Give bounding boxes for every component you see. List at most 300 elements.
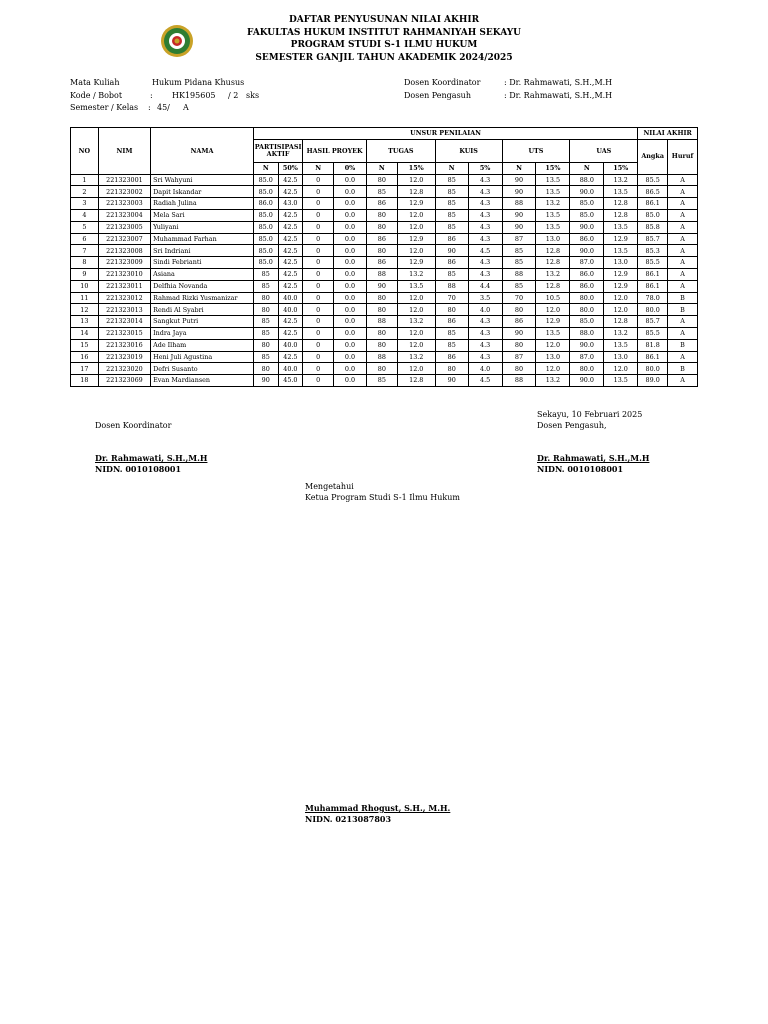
- mata-kuliah-value: Hukum Pidana Khusus: [152, 78, 245, 87]
- table-cell: 4.3: [468, 221, 502, 233]
- sub-header-cell: N: [435, 162, 468, 174]
- table-row: [71, 292, 698, 304]
- table-cell: 15: [71, 339, 99, 351]
- center-signature-block: [305, 803, 450, 825]
- student-name-cell: Muhammad Farhan: [151, 233, 254, 245]
- table-cell: 85.5: [638, 327, 668, 339]
- table-cell: 85: [253, 280, 278, 292]
- table-cell: 4.3: [468, 257, 502, 269]
- sub-header-cell: N: [253, 162, 278, 174]
- table-cell: 0.0: [334, 245, 367, 257]
- table-cell: 80: [366, 209, 397, 221]
- table-cell: 221323020: [98, 363, 150, 375]
- table-cell: B: [668, 339, 698, 351]
- table-cell: 4.0: [468, 304, 502, 316]
- table-cell: 16: [71, 351, 99, 363]
- table-cell: 80: [366, 304, 397, 316]
- table-cell: 88: [502, 198, 536, 210]
- course-info-right: [404, 77, 612, 102]
- table-cell: 45.0: [278, 375, 303, 387]
- header-program: PROGRAM STUDI S-1 ILMU HUKUM: [290, 40, 478, 50]
- student-name-cell: Sri Indriani: [151, 245, 254, 257]
- table-cell: 0.0: [334, 174, 367, 186]
- table-cell: 85.0: [570, 316, 604, 328]
- header-uas: UAS: [570, 139, 638, 162]
- table-cell: 85.0: [253, 257, 278, 269]
- table-cell: 0: [303, 351, 334, 363]
- header-faculty: FAKULTAS HUKUM INSTITUT RAHMANIYAH SEKAYU: [246, 27, 522, 38]
- table-cell: 85.0: [638, 209, 668, 221]
- table-cell: 42.5: [278, 316, 303, 328]
- table-cell: 0.0: [334, 292, 367, 304]
- table-cell: A: [668, 268, 698, 280]
- table-cell: A: [668, 233, 698, 245]
- table-cell: 12.8: [536, 280, 570, 292]
- table-cell: 85.0: [253, 209, 278, 221]
- table-cell: 90: [502, 174, 536, 186]
- student-name-cell: Delfhia Novanda: [151, 280, 254, 292]
- table-cell: 90: [502, 327, 536, 339]
- table-cell: 80: [253, 304, 278, 316]
- table-cell: 12.0: [397, 304, 435, 316]
- table-cell: 80.0: [638, 304, 668, 316]
- table-row: [71, 304, 698, 316]
- header-nilai-akhir: NILAI AKHIR: [638, 128, 698, 140]
- table-cell: 13.2: [604, 174, 638, 186]
- table-cell: 85.0: [253, 233, 278, 245]
- table-cell: 80: [502, 339, 536, 351]
- table-cell: 221323008: [98, 245, 150, 257]
- table-cell: 10: [71, 280, 99, 292]
- table-cell: 80.0: [638, 363, 668, 375]
- table-cell: 80: [366, 221, 397, 233]
- table-cell: 85: [435, 174, 468, 186]
- student-name-cell: Sri Wahyuni: [151, 174, 254, 186]
- table-cell: 221323069: [98, 375, 150, 387]
- table-cell: 0: [303, 209, 334, 221]
- table-cell: 12.9: [536, 316, 570, 328]
- table-cell: 12.9: [604, 280, 638, 292]
- table-cell: 13.5: [604, 339, 638, 351]
- table-cell: 80: [366, 327, 397, 339]
- table-cell: 13.5: [536, 209, 570, 221]
- table-cell: 86: [502, 316, 536, 328]
- header-semester: SEMESTER GANJIL TAHUN AKADEMIK 2024/2025: [255, 52, 513, 63]
- header-unsur-penilaian: UNSUR PENILAIAN: [253, 128, 637, 140]
- table-row: [71, 351, 698, 363]
- table-cell: 80: [366, 292, 397, 304]
- table-cell: A: [668, 327, 698, 339]
- table-cell: 0: [303, 316, 334, 328]
- table-cell: 85.5: [638, 257, 668, 269]
- table-cell: 85: [366, 186, 397, 198]
- table-cell: 0.0: [334, 280, 367, 292]
- table-cell: 221323016: [98, 339, 150, 351]
- right-signature-nidn: NIDN. 0010108001: [537, 464, 624, 474]
- table-cell: 87: [502, 351, 536, 363]
- table-cell: 12.0: [397, 327, 435, 339]
- table-cell: 221323004: [98, 209, 150, 221]
- table-cell: 13.5: [536, 174, 570, 186]
- header-title: DAFTAR PENYUSUNAN NILAI AKHIR: [288, 15, 480, 25]
- table-cell: 80: [366, 339, 397, 351]
- left-signature-title: Dosen Koordinator: [95, 421, 172, 430]
- table-cell: 85: [435, 186, 468, 198]
- table-cell: 90: [502, 209, 536, 221]
- table-cell: 0: [303, 280, 334, 292]
- table-cell: 85: [253, 351, 278, 363]
- table-row: [71, 233, 698, 245]
- table-cell: 80.0: [570, 363, 604, 375]
- table-cell: 0: [303, 245, 334, 257]
- table-row: [71, 316, 698, 328]
- table-cell: 221323011: [98, 280, 150, 292]
- student-name-cell: Rendi Al Syabri: [151, 304, 254, 316]
- table-cell: 88: [435, 280, 468, 292]
- table-cell: 13.2: [536, 198, 570, 210]
- table-row: [71, 245, 698, 257]
- course-info-left: [70, 77, 259, 115]
- table-cell: 13.5: [397, 280, 435, 292]
- table-cell: 13.5: [604, 186, 638, 198]
- table-cell: 7: [71, 245, 99, 257]
- table-cell: 13.5: [536, 327, 570, 339]
- sub-header-cell: N: [570, 162, 604, 174]
- sub-header-cell: N: [502, 162, 536, 174]
- table-cell: 4.5: [468, 375, 502, 387]
- kode-value: HK195605: [172, 90, 216, 100]
- table-cell: 86: [435, 351, 468, 363]
- table-cell: 0: [303, 186, 334, 198]
- table-cell: 90: [253, 375, 278, 387]
- sub-header-cell: 15%: [536, 162, 570, 174]
- table-cell: 85.0: [253, 245, 278, 257]
- table-cell: 12.0: [604, 363, 638, 375]
- table-cell: 13.5: [604, 375, 638, 387]
- student-name-cell: Sindi Febrianti: [151, 257, 254, 269]
- table-cell: 12.8: [604, 198, 638, 210]
- table-cell: 8: [71, 257, 99, 269]
- header-uts: UTS: [502, 139, 570, 162]
- table-cell: 0.0: [334, 316, 367, 328]
- table-cell: 4.0: [468, 363, 502, 375]
- table-row: [71, 339, 698, 351]
- table-cell: 85.8: [638, 221, 668, 233]
- table-row: [71, 268, 698, 280]
- table-cell: 221323001: [98, 174, 150, 186]
- table-cell: 13.2: [397, 351, 435, 363]
- table-cell: 221323005: [98, 221, 150, 233]
- bobot-unit: sks: [246, 90, 260, 100]
- table-cell: 4.3: [468, 351, 502, 363]
- semester-value: 45/: [157, 103, 170, 112]
- table-cell: 4.3: [468, 339, 502, 351]
- table-cell: 85: [435, 327, 468, 339]
- table-cell: 4.4: [468, 280, 502, 292]
- table-cell: 88.0: [570, 174, 604, 186]
- table-cell: 0.0: [334, 268, 367, 280]
- table-cell: 0: [303, 198, 334, 210]
- table-cell: A: [668, 209, 698, 221]
- table-cell: 0: [303, 363, 334, 375]
- table-cell: 88: [366, 316, 397, 328]
- table-cell: 85: [435, 198, 468, 210]
- table-cell: B: [668, 363, 698, 375]
- table-cell: 12.8: [397, 375, 435, 387]
- table-cell: 12.9: [604, 268, 638, 280]
- table-cell: 42.5: [278, 351, 303, 363]
- table-cell: 221323015: [98, 327, 150, 339]
- table-cell: 0.0: [334, 351, 367, 363]
- table-cell: 40.0: [278, 304, 303, 316]
- table-cell: 4: [71, 209, 99, 221]
- table-cell: 0: [303, 268, 334, 280]
- table-cell: 90.0: [570, 339, 604, 351]
- table-cell: 90.0: [570, 245, 604, 257]
- header-kuis: KUIS: [435, 139, 502, 162]
- table-cell: 12.0: [397, 245, 435, 257]
- table-cell: 13.5: [536, 221, 570, 233]
- table-cell: 13.2: [536, 268, 570, 280]
- table-cell: 6: [71, 233, 99, 245]
- table-cell: 13.5: [604, 245, 638, 257]
- student-name-cell: Evan Mardiansen: [151, 375, 254, 387]
- table-cell: 85: [435, 339, 468, 351]
- table-cell: 86: [366, 233, 397, 245]
- student-name-cell: Defri Susanto: [151, 363, 254, 375]
- table-cell: B: [668, 304, 698, 316]
- table-cell: 0.0: [334, 257, 367, 269]
- table-cell: 221323009: [98, 257, 150, 269]
- table-cell: 221323019: [98, 351, 150, 363]
- table-cell: 12.0: [536, 339, 570, 351]
- table-cell: 0.0: [334, 339, 367, 351]
- table-cell: 90: [502, 186, 536, 198]
- table-cell: 0: [303, 257, 334, 269]
- table-cell: 42.5: [278, 268, 303, 280]
- table-cell: 12.9: [397, 198, 435, 210]
- student-name-cell: Ade Ilham: [151, 339, 254, 351]
- table-cell: 85.0: [570, 198, 604, 210]
- table-cell: 85: [435, 268, 468, 280]
- student-name-cell: Yuliyani: [151, 221, 254, 233]
- table-cell: 12.8: [536, 257, 570, 269]
- table-cell: 0.0: [334, 198, 367, 210]
- table-cell: 0.0: [334, 363, 367, 375]
- table-cell: 13.2: [397, 268, 435, 280]
- table-cell: 40.0: [278, 339, 303, 351]
- student-name-cell: Dapit Iskandar: [151, 186, 254, 198]
- table-cell: A: [668, 245, 698, 257]
- table-cell: 80: [502, 363, 536, 375]
- table-cell: 0: [303, 339, 334, 351]
- table-cell: 86.0: [253, 198, 278, 210]
- table-cell: 80.0: [570, 292, 604, 304]
- header-nama: NAMA: [151, 128, 254, 175]
- table-cell: 90.0: [570, 221, 604, 233]
- table-row: [71, 198, 698, 210]
- right-signature-title: Dosen Pengasuh,: [537, 421, 607, 430]
- table-cell: 12.9: [397, 233, 435, 245]
- bobot-value: / 2: [228, 90, 239, 100]
- table-cell: 86.0: [570, 268, 604, 280]
- table-cell: 85: [435, 209, 468, 221]
- table-cell: 12.0: [397, 339, 435, 351]
- table-cell: 43.0: [278, 198, 303, 210]
- table-cell: 80: [435, 363, 468, 375]
- table-cell: A: [668, 280, 698, 292]
- kode-label: Kode / Bobot: [70, 90, 123, 100]
- table-cell: 12.8: [536, 245, 570, 257]
- table-cell: 80: [502, 304, 536, 316]
- table-cell: 42.5: [278, 280, 303, 292]
- table-cell: 221323007: [98, 233, 150, 245]
- table-cell: 42.5: [278, 233, 303, 245]
- table-cell: 86: [435, 233, 468, 245]
- table-cell: 1: [71, 174, 99, 186]
- table-cell: 12.8: [397, 186, 435, 198]
- table-cell: 13.2: [536, 375, 570, 387]
- table-cell: 221323014: [98, 316, 150, 328]
- dosen-koordinator-label: Dosen Koordinator: [404, 78, 481, 87]
- table-cell: 85: [502, 257, 536, 269]
- table-cell: 85.5: [638, 174, 668, 186]
- dosen-pengasuh-value: : Dr. Rahmawati, S.H.,M.H: [504, 90, 613, 100]
- table-cell: 80: [366, 245, 397, 257]
- table-cell: 88.0: [570, 327, 604, 339]
- table-row: [71, 174, 698, 186]
- table-cell: 12.9: [604, 233, 638, 245]
- table-row: [71, 257, 698, 269]
- table-cell: 42.5: [278, 257, 303, 269]
- table-row: [71, 221, 698, 233]
- table-cell: 0: [303, 327, 334, 339]
- table-cell: 42.5: [278, 245, 303, 257]
- table-cell: 40.0: [278, 363, 303, 375]
- table-cell: 85.7: [638, 316, 668, 328]
- table-cell: 0.0: [334, 233, 367, 245]
- table-cell: 80: [366, 363, 397, 375]
- table-row: [71, 209, 698, 221]
- sub-header-cell: 0%: [334, 162, 367, 174]
- table-cell: 221323012: [98, 292, 150, 304]
- center-signature-nidn: NIDN. 0213087803: [305, 814, 392, 824]
- table-cell: 88: [366, 351, 397, 363]
- table-cell: 13.2: [604, 327, 638, 339]
- table-cell: 90.0: [570, 186, 604, 198]
- student-name-cell: Heni Juli Agustina: [151, 351, 254, 363]
- table-cell: A: [668, 375, 698, 387]
- table-cell: A: [668, 174, 698, 186]
- table-cell: 86: [366, 198, 397, 210]
- table-cell: A: [668, 186, 698, 198]
- grades-table: [70, 127, 698, 387]
- table-cell: 3: [71, 198, 99, 210]
- table-cell: 12.8: [604, 316, 638, 328]
- table-cell: 4.3: [468, 186, 502, 198]
- table-cell: 10.5: [536, 292, 570, 304]
- table-cell: 80: [366, 174, 397, 186]
- table-cell: 0: [303, 375, 334, 387]
- table-cell: 13.0: [604, 257, 638, 269]
- table-cell: 85.7: [638, 233, 668, 245]
- table-cell: 13.0: [536, 233, 570, 245]
- kelas-value: A: [183, 103, 189, 112]
- mata-kuliah-label: Mata Kuliah: [70, 78, 120, 87]
- table-cell: 81.8: [638, 339, 668, 351]
- table-cell: 85.0: [253, 221, 278, 233]
- table-cell: 0.0: [334, 221, 367, 233]
- table-cell: 42.5: [278, 221, 303, 233]
- student-name-cell: Sangkut Putri: [151, 316, 254, 328]
- table-cell: 40.0: [278, 292, 303, 304]
- table-cell: 12.8: [604, 209, 638, 221]
- table-cell: 80.0: [570, 304, 604, 316]
- table-cell: 11: [71, 292, 99, 304]
- table-cell: 88: [502, 375, 536, 387]
- table-cell: 86.5: [638, 186, 668, 198]
- table-cell: 87.0: [570, 257, 604, 269]
- table-row: [71, 280, 698, 292]
- table-cell: 2: [71, 186, 99, 198]
- table-cell: 4.3: [468, 316, 502, 328]
- table-cell: 4.3: [468, 209, 502, 221]
- table-cell: 85.0: [570, 209, 604, 221]
- right-signature-block: [537, 409, 649, 475]
- table-cell: 90: [502, 221, 536, 233]
- left-signature-nidn: NIDN. 0010108001: [95, 464, 182, 474]
- table-cell: 0: [303, 174, 334, 186]
- table-cell: 12.0: [604, 304, 638, 316]
- table-cell: 3.5: [468, 292, 502, 304]
- left-signature-name: Dr. Rahmawati, S.H.,M.H: [95, 453, 208, 463]
- sub-header-cell: N: [366, 162, 397, 174]
- table-cell: 0: [303, 304, 334, 316]
- table-cell: 12.0: [397, 363, 435, 375]
- table-cell: 4.5: [468, 245, 502, 257]
- table-cell: A: [668, 316, 698, 328]
- student-name-cell: Mela Sari: [151, 209, 254, 221]
- table-cell: 86.0: [570, 280, 604, 292]
- table-cell: 0: [303, 233, 334, 245]
- table-cell: 0.0: [334, 327, 367, 339]
- header-tugas: TUGAS: [366, 139, 435, 162]
- right-signature-name: Dr. Rahmawati, S.H.,M.H: [537, 453, 650, 463]
- table-cell: 85: [435, 221, 468, 233]
- center-signature-title2: Ketua Program Studi S-1 Ilmu Hukum: [305, 493, 460, 502]
- center-signature-heading: [305, 481, 460, 503]
- table-cell: 86.1: [638, 198, 668, 210]
- table-cell: 9: [71, 268, 99, 280]
- dosen-koordinator-value: : Dr. Rahmawati, S.H.,M.H: [504, 78, 613, 87]
- table-cell: 13.2: [397, 316, 435, 328]
- table-cell: 0.0: [334, 186, 367, 198]
- table-cell: 42.5: [278, 209, 303, 221]
- table-cell: 85: [366, 375, 397, 387]
- table-cell: 80: [435, 304, 468, 316]
- table-cell: 85: [253, 268, 278, 280]
- table-cell: 85.0: [253, 174, 278, 186]
- sub-header-cell: 50%: [278, 162, 303, 174]
- table-cell: 70: [435, 292, 468, 304]
- table-cell: 18: [71, 375, 99, 387]
- student-name-cell: Radiah Julina: [151, 198, 254, 210]
- table-cell: 5: [71, 221, 99, 233]
- table-row: [71, 327, 698, 339]
- table-cell: 86: [435, 316, 468, 328]
- table-cell: 86.0: [570, 233, 604, 245]
- table-cell: 88: [502, 268, 536, 280]
